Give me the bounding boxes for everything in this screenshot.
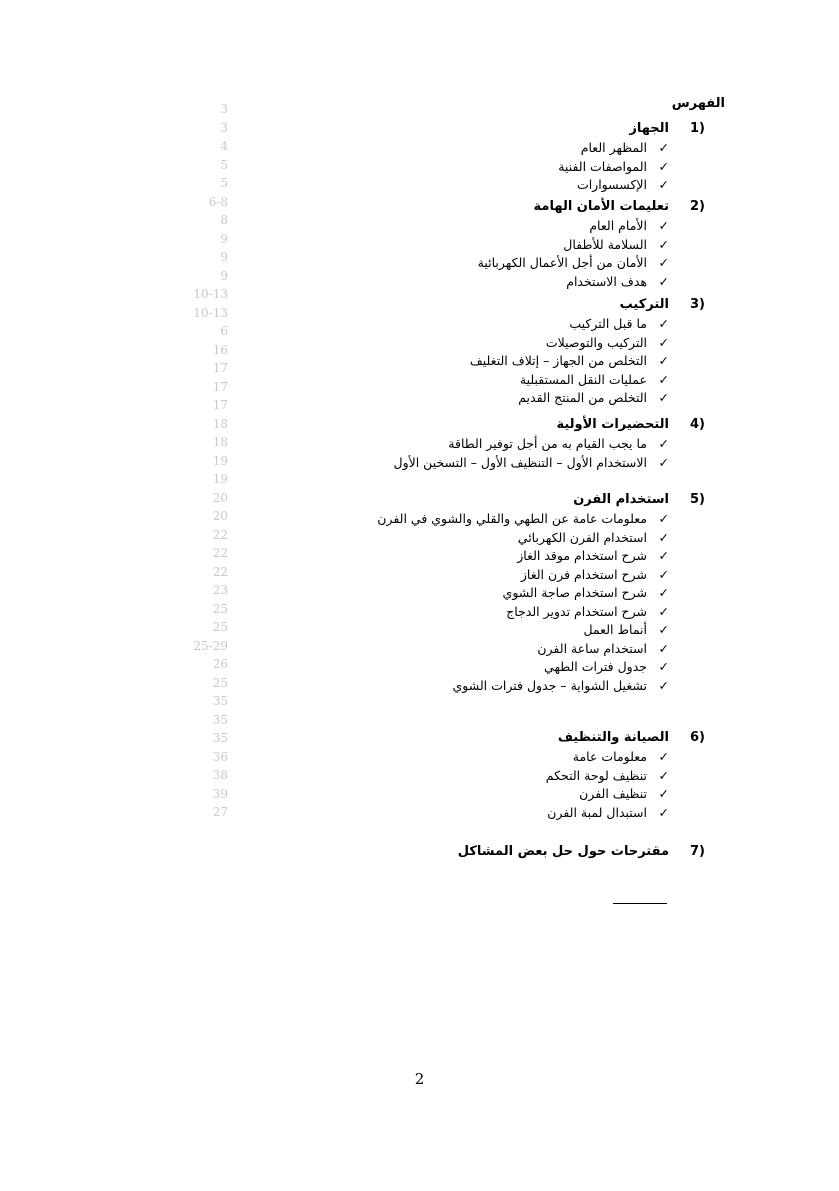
toc-item: ✓ما يجب القيام به من أجل توفير الطاقة (393, 435, 705, 454)
section-title: مقترحات حول حل بعض المشاكل (457, 844, 669, 859)
section-number: 5) (690, 492, 705, 507)
page-ref: 25 (212, 675, 228, 690)
divider-rule (613, 903, 667, 904)
section-title: تعليمات الأمان الهامة (533, 199, 669, 214)
toc-item: ✓التخلص من الجهاز – إتلاف التغليف (470, 352, 705, 371)
toc-item: ✓استخدام ساعة الفرن (377, 640, 705, 659)
section-heading (377, 490, 705, 510)
page-ref: 17 (212, 361, 228, 375)
toc-item: ✓المظهر العام (558, 139, 705, 158)
section-heading (458, 842, 705, 862)
page-ref: 22 (212, 546, 228, 560)
toc-item: ✓استخدام الفرن الكهربائي (377, 529, 705, 548)
section-heading (393, 415, 705, 435)
section-number: 7) (690, 844, 705, 859)
toc-section-7 (458, 842, 705, 862)
toc-item: ✓ما قبل التركيب (470, 315, 705, 334)
page-ref: 3 (220, 120, 228, 135)
page-ref: 6-8 (208, 194, 228, 209)
section-title: استخدام الفرن (573, 492, 669, 507)
faint-page-numbers (168, 100, 228, 822)
page-ref: 35 (212, 694, 228, 708)
check-icon: ✓ (658, 804, 669, 820)
page-ref: 39 (212, 786, 228, 801)
check-icon: ✓ (658, 585, 669, 600)
check-icon: ✓ (658, 767, 669, 783)
toc-item: ✓شرح استخدام موقد الغاز (377, 547, 705, 566)
section-heading (558, 119, 705, 139)
section-number: 6) (690, 730, 705, 745)
page-ref: 5 (220, 157, 228, 172)
page-ref: 35 (212, 712, 228, 727)
page-ref: 23 (212, 583, 228, 597)
toc-item: ✓جدول فترات الطهي (377, 658, 705, 677)
toc-item: ✓عمليات النقل المستقبلية (470, 371, 705, 390)
check-icon: ✓ (658, 255, 669, 270)
page-ref: 20 (212, 509, 228, 523)
toc-section-2 (478, 197, 705, 291)
check-icon: ✓ (658, 371, 669, 387)
page-ref: 38 (212, 768, 228, 782)
section-heading (470, 295, 705, 315)
page-ref: 26 (212, 657, 228, 671)
page-ref: 27 (212, 805, 228, 819)
check-icon: ✓ (658, 454, 669, 470)
page-ref: 8 (220, 213, 228, 227)
toc-item: ✓الإكسسوارات (558, 176, 705, 195)
page-ref: 25 (212, 620, 228, 634)
toc-item: ✓تنظيف الفرن (546, 785, 705, 804)
section-title: الجهاز (629, 121, 669, 136)
page-ref: 18 (212, 435, 228, 449)
page-ref: 17 (212, 379, 228, 394)
page-ref: 9 (220, 250, 228, 264)
check-icon: ✓ (658, 566, 669, 582)
toc-item: ✓استبدال لمبة الفرن (546, 804, 705, 823)
check-icon: ✓ (658, 334, 669, 350)
toc-section-1 (558, 119, 705, 195)
toc-item: ✓التخلص من المنتج القديم (470, 389, 705, 408)
page-ref: 16 (212, 342, 228, 357)
section-title: الصيانة والتنظيف (557, 730, 669, 745)
section-number: 4) (690, 417, 705, 432)
check-icon: ✓ (658, 353, 669, 368)
section-number: 3) (690, 297, 705, 312)
toc-section-5 (377, 490, 705, 695)
check-icon: ✓ (658, 236, 669, 252)
section-title: التحضيرات الأولية (556, 417, 669, 432)
toc-item: ✓التركيب والتوصيلات (470, 334, 705, 353)
check-icon: ✓ (658, 390, 669, 405)
page-ref: 5 (220, 176, 228, 190)
check-icon: ✓ (658, 622, 669, 637)
check-icon: ✓ (658, 316, 669, 331)
check-icon: ✓ (658, 511, 669, 526)
toc-item: ✓المواصفات الفنية (558, 158, 705, 177)
toc-item: ✓الاستخدام الأول – التنظيف الأول – التسخين الأول (393, 454, 705, 473)
check-icon: ✓ (658, 659, 669, 674)
check-icon: ✓ (658, 273, 669, 289)
toc-item: ✓شرح استخدام تدوير الدجاج (377, 603, 705, 622)
page-number: 2 (414, 1070, 425, 1088)
page-ref: 22 (212, 564, 228, 579)
section-title: التركيب (619, 297, 669, 312)
page-ref: 6 (220, 324, 228, 338)
check-icon: ✓ (658, 640, 669, 656)
section-heading (546, 728, 705, 748)
page-ref: 35 (212, 731, 228, 745)
section-number: 1) (690, 121, 705, 136)
check-icon: ✓ (658, 218, 669, 233)
page-ref: 25-29 (193, 638, 228, 653)
toc-item: ✓شرح استخدام صاجة الشوي (377, 584, 705, 603)
toc-title: الفهرس (671, 96, 725, 111)
page-ref: 20 (212, 490, 228, 505)
page-ref: 10-13 (193, 305, 228, 320)
page-ref: 22 (212, 527, 228, 542)
toc-section-6 (546, 728, 705, 822)
toc-item: ✓الأمام العام (478, 217, 705, 236)
toc-item: ✓تنظيف لوحة التحكم (546, 767, 705, 786)
page-ref: 36 (212, 749, 228, 764)
page-ref: 19 (212, 453, 228, 468)
page-ref: 3 (220, 102, 228, 116)
check-icon: ✓ (658, 786, 669, 801)
toc-section-3 (470, 295, 705, 408)
toc-item: ✓الأمان من أجل الأعمال الكهربائية (478, 254, 705, 273)
toc-item: ✓معلومات عامة (546, 748, 705, 767)
section-number: 2) (690, 199, 705, 214)
check-icon: ✓ (658, 677, 669, 693)
section-heading (478, 197, 705, 217)
page-ref: 19 (212, 472, 228, 486)
check-icon: ✓ (658, 603, 669, 619)
page-ref: 9 (220, 268, 228, 283)
toc-item: ✓تشغيل الشواية – جدول فترات الشوي (377, 677, 705, 696)
toc-section-4 (393, 415, 705, 472)
check-icon: ✓ (658, 548, 669, 563)
page-ref: 9 (220, 231, 228, 246)
check-icon: ✓ (658, 749, 669, 764)
check-icon: ✓ (658, 140, 669, 155)
page-ref: 10-13 (193, 287, 228, 301)
toc-item: ✓معلومات عامة عن الطهي والقلي والشوي في الفرن (377, 510, 705, 529)
check-icon: ✓ (658, 436, 669, 451)
toc-item: ✓أنماط العمل (377, 621, 705, 640)
toc-item: ✓هدف الاستخدام (478, 273, 705, 292)
page-ref: 25 (212, 601, 228, 616)
check-icon: ✓ (658, 158, 669, 174)
toc-item: ✓السلامة للأطفال (478, 236, 705, 255)
toc-item: ✓شرح استخدام فرن الغاز (377, 566, 705, 585)
page-ref: 17 (212, 398, 228, 412)
check-icon: ✓ (658, 529, 669, 545)
check-icon: ✓ (658, 177, 669, 192)
page-ref: 18 (212, 416, 228, 431)
page-ref: 4 (220, 139, 228, 153)
